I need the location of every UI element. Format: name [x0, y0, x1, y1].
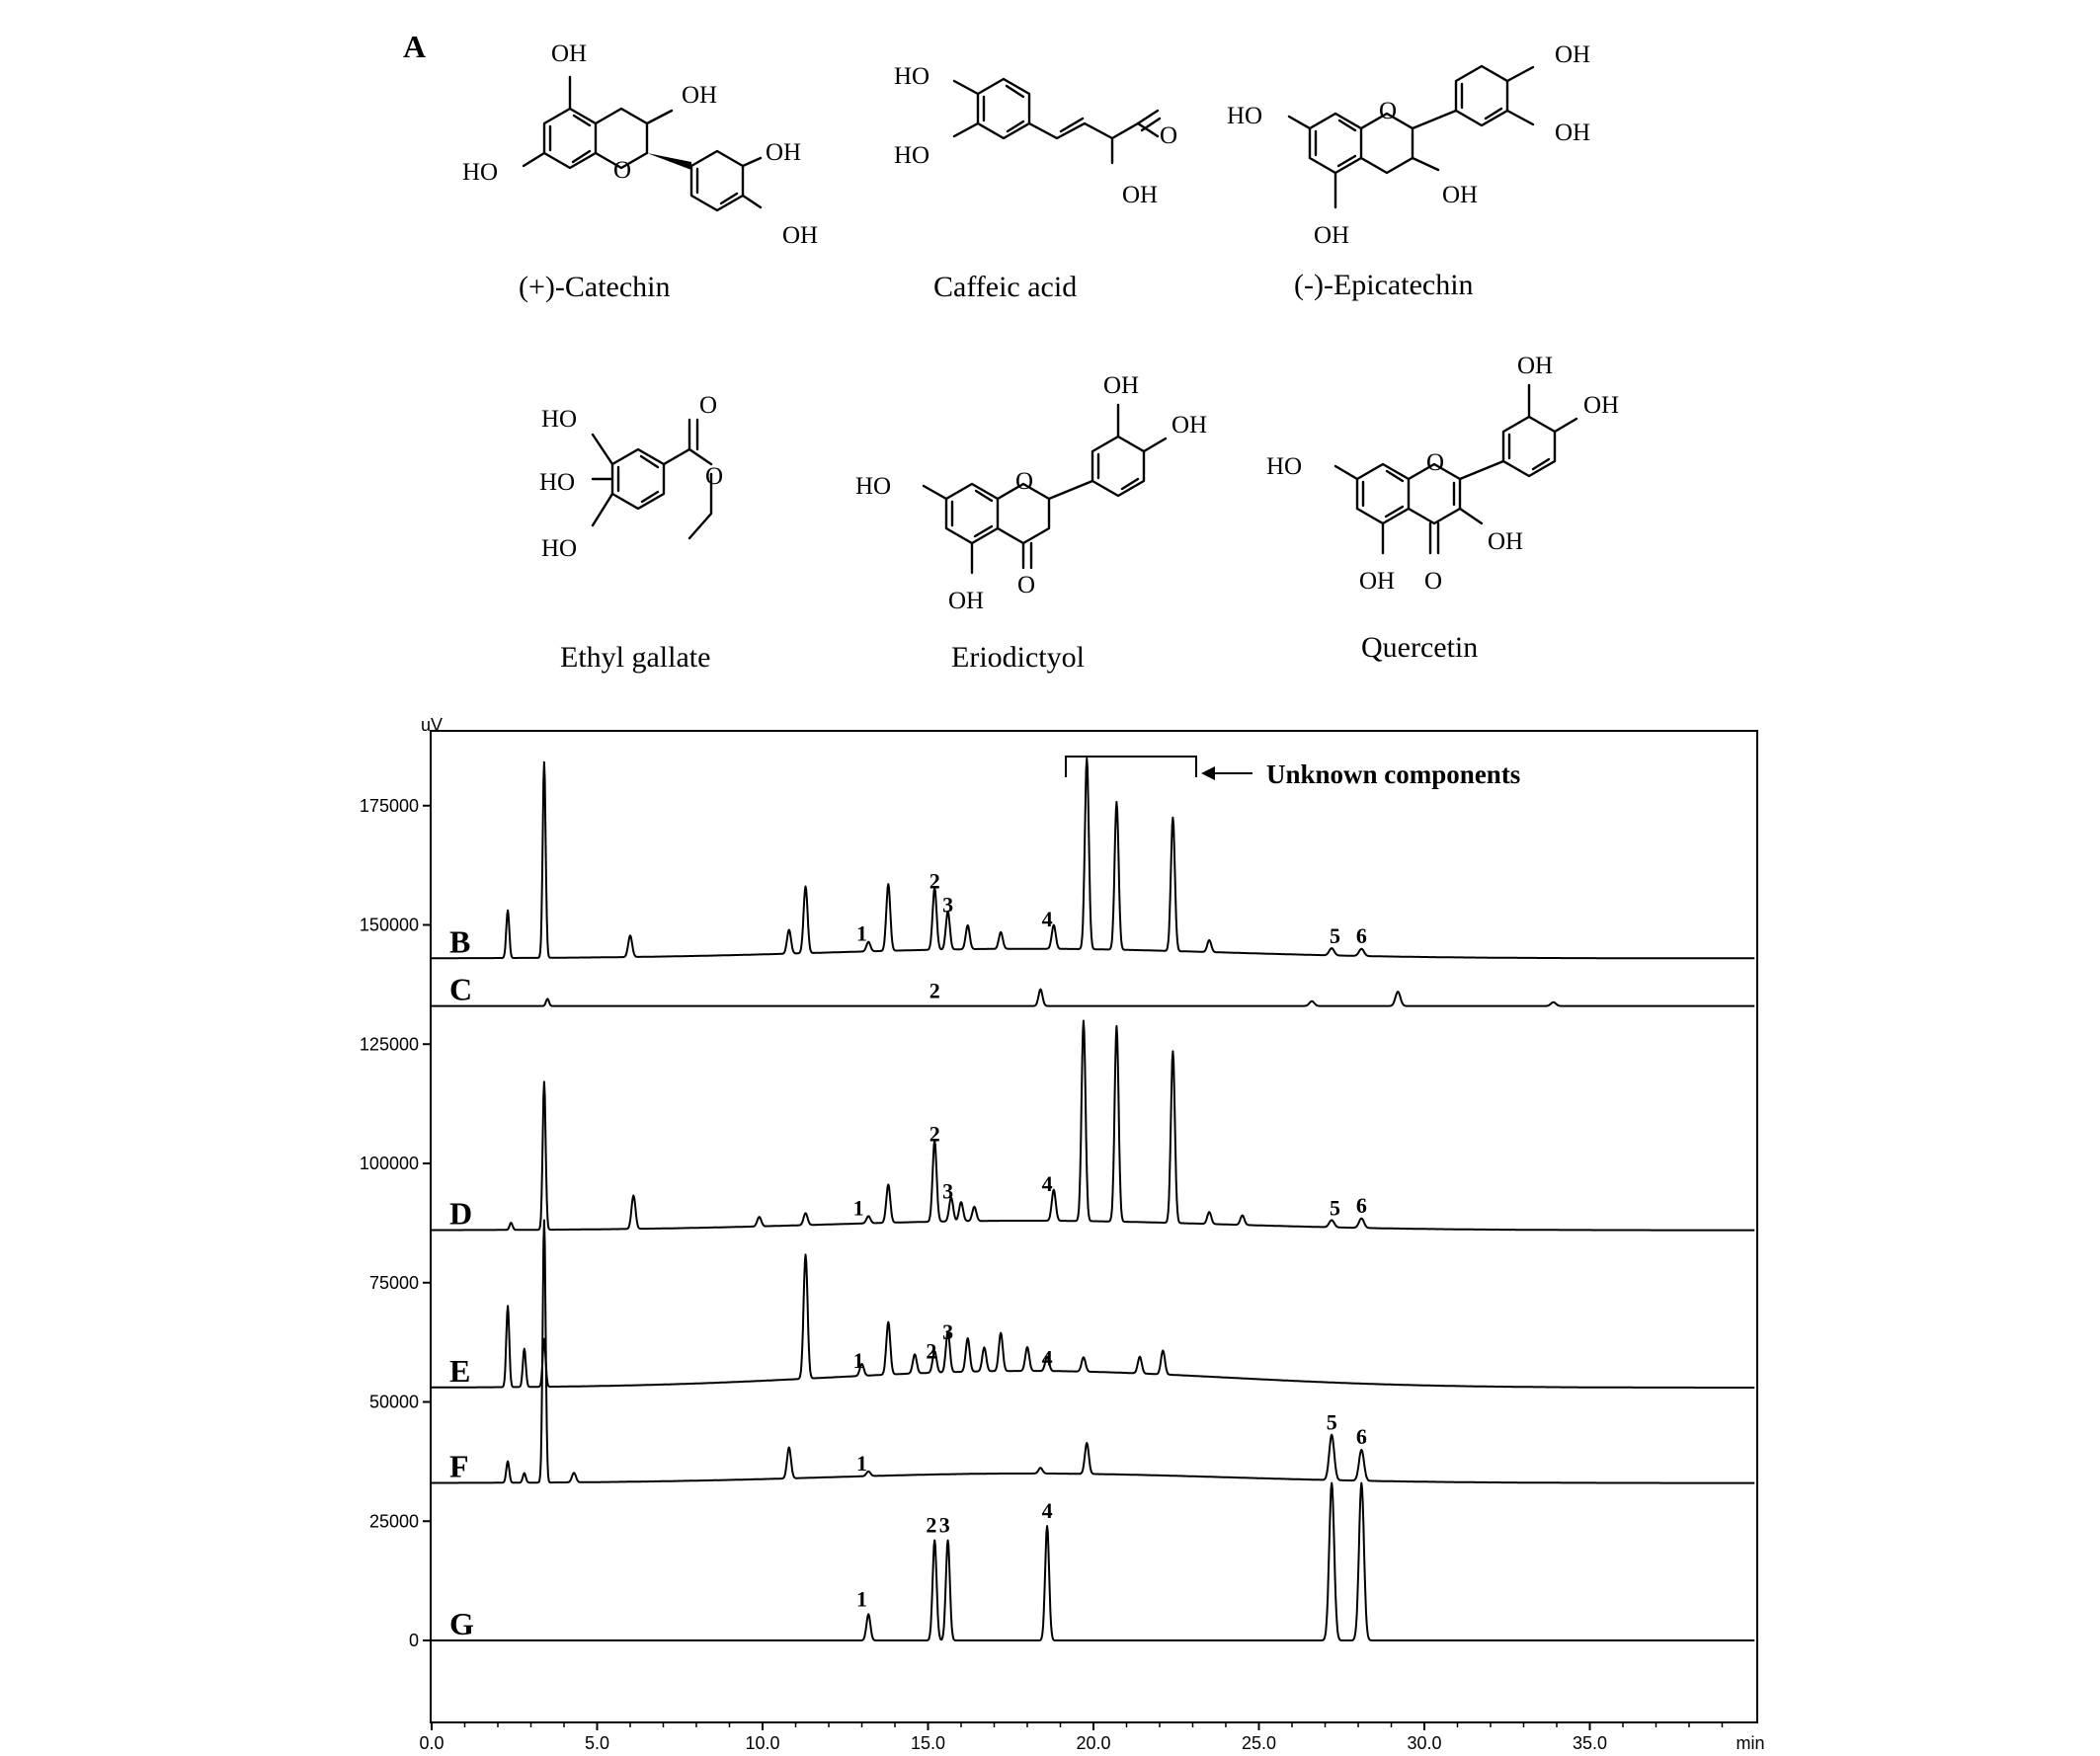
trace-label-G: G	[449, 1606, 474, 1641]
atom-label: HO	[541, 535, 578, 562]
atom-label: OH	[1555, 120, 1591, 146]
atom-label: OH	[1583, 392, 1620, 419]
x-tick-label: 5.0	[584, 1733, 610, 1753]
unknown-components-annotation	[1066, 757, 1520, 789]
x-tick-label: 20.0	[1076, 1733, 1111, 1753]
peak-label: 1	[856, 1586, 867, 1612]
trace-E	[432, 1254, 1754, 1388]
trace-G	[432, 1483, 1754, 1640]
peak-label: 1	[852, 1195, 864, 1221]
atom-label: O	[1379, 98, 1398, 124]
structure-epicatechin	[1227, 41, 1590, 301]
atom-label: OH	[1171, 412, 1208, 439]
compound-name: (-)-Epicatechin	[1294, 269, 1474, 301]
atom-label: OH	[1488, 528, 1524, 555]
atom-label: OH	[766, 139, 802, 166]
y-tick-label: 25000	[368, 1511, 419, 1532]
y-tick-label: 100000	[359, 1154, 419, 1173]
atom-label: OH	[1555, 41, 1591, 68]
x-tick-label: min	[1736, 1733, 1765, 1753]
peak-label: 3	[942, 1178, 954, 1204]
structure-quercetin	[1266, 353, 1619, 664]
x-tick-label: 35.0	[1572, 1733, 1608, 1753]
atom-label: HO	[894, 63, 930, 90]
atom-label: O	[699, 392, 718, 419]
peak-label: 2	[929, 868, 940, 894]
trace-B	[432, 758, 1754, 958]
peak-label: 4	[1041, 1498, 1053, 1524]
compound-name: Ethyl gallate	[560, 641, 711, 674]
peak-label: 1	[856, 1450, 867, 1476]
peak-label: 5	[1330, 1195, 1341, 1221]
peak-label: 3	[942, 1318, 954, 1344]
atom-label: HO	[1227, 103, 1263, 129]
atom-label: HO	[539, 469, 576, 496]
trace-label-E: E	[449, 1353, 471, 1390]
arrow-head	[1201, 766, 1215, 780]
y-unit-label: uV	[421, 715, 444, 735]
chromatogram-traces	[432, 758, 1754, 1640]
panel-a	[403, 29, 1619, 674]
trace-C	[432, 990, 1754, 1006]
atom-label: OH	[1359, 568, 1396, 595]
panel-a-label: A	[403, 29, 427, 64]
x-axis	[419, 1722, 1764, 1753]
peak-label: 2	[926, 1512, 937, 1538]
atom-label: OH	[682, 82, 718, 109]
atom-label: O	[1160, 122, 1178, 149]
peak-label: 4	[1041, 1171, 1053, 1197]
peak-labels	[853, 869, 1367, 1612]
peak-label: 1	[852, 1347, 864, 1373]
atom-label: OH	[1442, 182, 1479, 208]
peak-label: 6	[1355, 923, 1367, 949]
y-tick-label: 50000	[368, 1392, 419, 1412]
x-tick-label: 15.0	[910, 1733, 946, 1753]
structure-catechin	[462, 40, 818, 303]
atom-label: HO	[541, 406, 578, 433]
atom-label: OH	[551, 40, 588, 67]
structure-ethyl-gallate	[539, 392, 723, 674]
atom-label: O	[1424, 568, 1443, 595]
trace-label-F: F	[449, 1448, 469, 1484]
trace-D	[432, 1021, 1754, 1231]
atom-label: OH	[1122, 182, 1159, 208]
peak-label: 2	[929, 978, 940, 1003]
compound-name: Quercetin	[1361, 631, 1479, 664]
peak-label: 1	[856, 920, 867, 946]
atom-label: OH	[1314, 222, 1350, 249]
chromatogram-chart	[360, 715, 1765, 1753]
peak-label: 6	[1355, 1192, 1367, 1218]
atom-label: HO	[894, 142, 930, 169]
y-axis	[360, 796, 431, 1650]
compound-name: Eriodictyol	[951, 641, 1085, 674]
atom-label: HO	[855, 473, 892, 500]
y-tick-label: 175000	[359, 795, 419, 816]
atom-label: O	[1426, 449, 1445, 476]
trace-label-B: B	[449, 923, 471, 960]
atom-label: OH	[782, 222, 819, 249]
y-tick-label: 0	[408, 1631, 419, 1650]
peak-label: 5	[1330, 923, 1341, 949]
peak-label: 5	[1326, 1409, 1337, 1435]
atom-label: HO	[462, 159, 499, 186]
atom-label: O	[1015, 468, 1034, 495]
atom-label: HO	[1266, 453, 1303, 480]
atom-label: O	[1017, 572, 1036, 599]
compound-name: Caffeic acid	[933, 271, 1078, 303]
y-tick-label: 150000	[359, 915, 419, 935]
peak-label: 3	[942, 892, 954, 918]
peak-label: 6	[1355, 1424, 1367, 1450]
annotation-text: Unknown components	[1266, 759, 1521, 789]
x-tick-label: 10.0	[745, 1733, 780, 1753]
atom-label: OH	[1103, 372, 1140, 399]
peak-label: 4	[1041, 1345, 1053, 1371]
compound-name: (+)-Catechin	[519, 271, 671, 303]
trace-label-D: D	[449, 1195, 473, 1232]
atom-label: O	[613, 157, 632, 184]
x-tick-label: 0.0	[419, 1733, 444, 1753]
peak-label: 4	[1041, 907, 1053, 932]
peak-label: 2	[929, 1121, 940, 1147]
x-tick-label: 25.0	[1241, 1733, 1277, 1753]
y-tick-label: 75000	[368, 1272, 419, 1293]
atom-label: O	[705, 463, 724, 490]
atom-label: OH	[1517, 353, 1554, 379]
trace-label-C: C	[449, 971, 473, 1007]
trace-names	[449, 923, 474, 1641]
atom-label: OH	[948, 588, 985, 614]
peak-label: 3	[938, 1512, 950, 1538]
x-tick-label: 30.0	[1407, 1733, 1442, 1753]
structure-caffeic-acid	[894, 63, 1177, 303]
trace-F	[432, 1221, 1754, 1483]
structure-eriodictyol	[855, 372, 1207, 674]
y-tick-label: 125000	[359, 1034, 419, 1055]
peak-label: 2	[926, 1338, 937, 1364]
